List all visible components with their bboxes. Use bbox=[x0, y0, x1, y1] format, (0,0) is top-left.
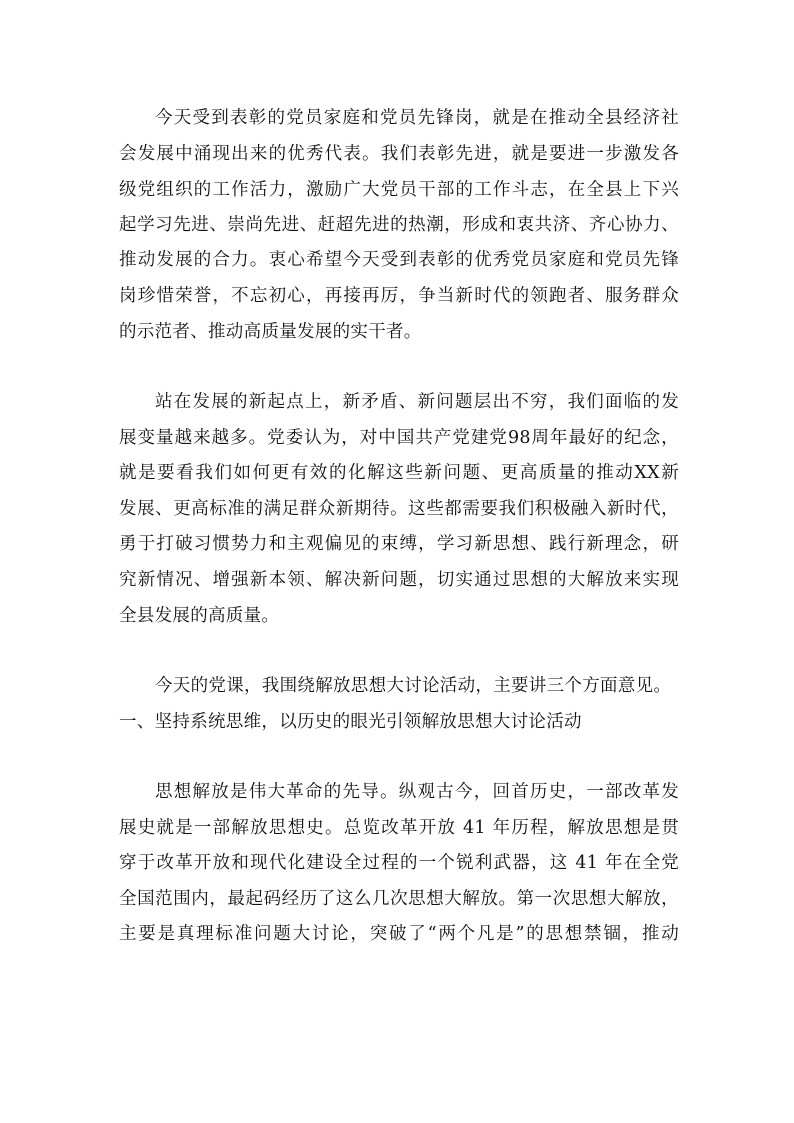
text-line: 就是要看我们如何更有效的化解这些新问题、更高质量的推动XX新 bbox=[119, 463, 679, 483]
text-line: 的示范者、推动高质量发展的实干者。 bbox=[119, 322, 422, 342]
text-line: 今天的党课，我围绕解放思想大讨论活动，主要讲三个方面意见。 bbox=[155, 676, 672, 696]
text-line: 会发展中涌现出来的优秀代表。我们表彰先进，就是要进一步激发各 bbox=[119, 144, 679, 164]
text-line: 展变量越来越多。党委认为，对中国共产党建党98周年最好的纪念， bbox=[119, 428, 679, 448]
text-line: 今天受到表彰的党员家庭和党员先锋岗，就是在推动全县经济社 bbox=[155, 108, 679, 128]
text-line: 推动发展的合力。衷心希望今天受到表彰的优秀党员家庭和党员先锋 bbox=[119, 250, 679, 270]
text-line: 主要是真理标准问题大讨论，突破了“两个凡是”的思想禁锢，推动 bbox=[119, 924, 679, 944]
text-line: 起学习先进、崇尚先进、赶超先进的热潮，形成和衷共济、齐心协力、 bbox=[119, 215, 679, 235]
text-line: 全国范围内，最起码经历了这么几次思想大解放。第一次思想大解放， bbox=[119, 889, 679, 909]
text-line: 级党组织的工作活力，激励广大党员干部的工作斗志，在全县上下兴 bbox=[119, 180, 679, 200]
text-line: 思想解放是伟大革命的先导。纵观古今，回首历史，一部改革发 bbox=[155, 782, 679, 802]
text-line: 全县发展的高质量。 bbox=[119, 606, 280, 626]
text-line: 发展、更高标准的满足群众新期待。这些都需要我们积极融入新时代， bbox=[119, 499, 679, 519]
text-line: 究新情况、增强新本领、解决新问题，切实通过思想的大解放来实现 bbox=[119, 570, 679, 590]
text-line: 勇于打破习惯势力和主观偏见的束缚，学习新思想、践行新理念，研 bbox=[119, 534, 679, 554]
section-heading: 一、坚持系统思维，以历史的眼光引领解放思想大讨论活动 bbox=[119, 712, 582, 732]
text-line: 展史就是一部解放思想史。总览改革开放 41 年历程，解放思想是贯 bbox=[119, 818, 679, 838]
text-line: 站在发展的新起点上，新矛盾、新问题层出不穷，我们面临的发 bbox=[155, 392, 679, 412]
text-line: 穿于改革开放和现代化建设全过程的一个锐利武器，这 41 年在全党 bbox=[119, 853, 679, 873]
text-line: 岗珍惜荣誉，不忘初心，再接再厉，争当新时代的领跑者、服务群众 bbox=[119, 286, 679, 306]
